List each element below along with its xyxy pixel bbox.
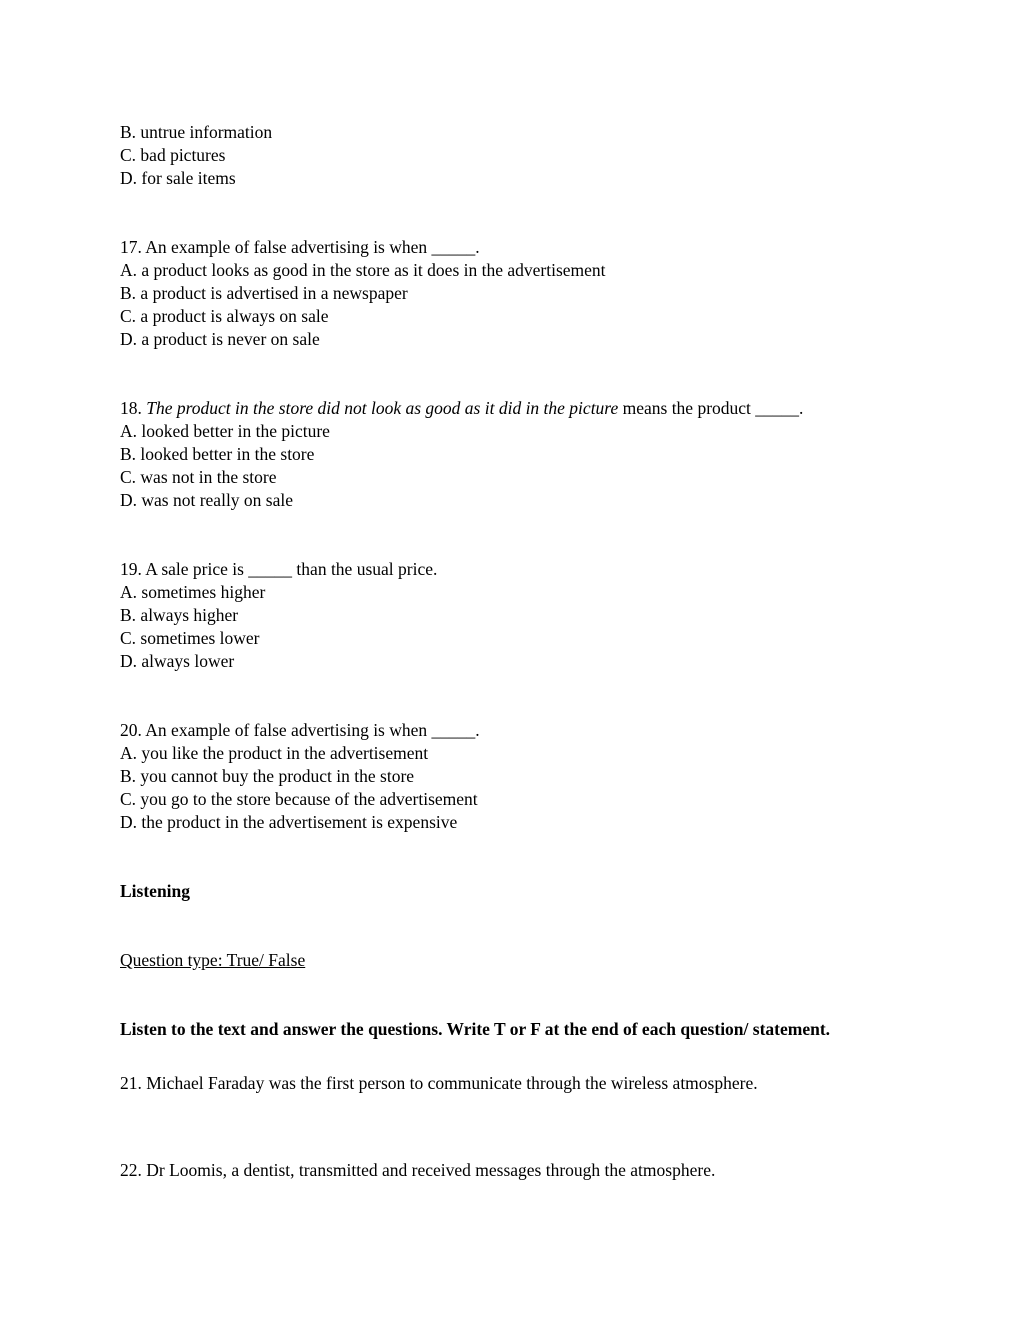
question-18 bbox=[120, 397, 870, 512]
tf-question-21: 21. Michael Faraday was the first person to communicate through the wireless atmosphere. bbox=[120, 1073, 758, 1093]
option-line: B. always higher bbox=[120, 605, 239, 625]
option-line: D. was not really on sale bbox=[120, 490, 294, 510]
option-line: A. looked better in the picture bbox=[120, 421, 330, 441]
option-line: C. sometimes lower bbox=[120, 628, 260, 648]
option-line: B. you cannot buy the product in the store bbox=[120, 766, 415, 786]
tf-question-22: 22. Dr Loomis, a dentist, transmitted and received messages through the atmosphere. bbox=[120, 1160, 716, 1180]
question-19 bbox=[120, 558, 870, 673]
option-line: D. the product in the advertisement is expensive bbox=[120, 812, 458, 832]
option-line: D. always lower bbox=[120, 651, 235, 671]
question-stem-italic: The product in the store did not look as good as it did in the picture bbox=[146, 398, 619, 418]
option-line: B. looked better in the store bbox=[120, 444, 315, 464]
option-line: B. untrue information bbox=[120, 122, 273, 142]
question-stem: 17. An example of false advertising is when _____. bbox=[120, 237, 480, 257]
option-line: D. for sale items bbox=[120, 168, 236, 188]
intro-options-block bbox=[120, 121, 870, 190]
question-20 bbox=[120, 719, 870, 834]
question-stem-rest: means the product _____. bbox=[618, 398, 804, 418]
option-line: C. was not in the store bbox=[120, 467, 277, 487]
option-line: C. bad pictures bbox=[120, 145, 226, 165]
question-number: 18. bbox=[120, 398, 147, 418]
question-type-label: Question type: True/ False bbox=[120, 950, 306, 970]
document-content bbox=[120, 121, 870, 1246]
option-line: C. you go to the store because of the advertisement bbox=[120, 789, 478, 809]
question-stem: 19. A sale price is _____ than the usual price. bbox=[120, 559, 438, 579]
option-line: B. a product is advertised in a newspaper bbox=[120, 283, 408, 303]
option-line: A. sometimes higher bbox=[120, 582, 266, 602]
option-line: A. a product looks as good in the store as it does in the advertisement bbox=[120, 260, 606, 280]
option-line: D. a product is never on sale bbox=[120, 329, 320, 349]
question-stem bbox=[120, 397, 870, 420]
listening-instructions: Listen to the text and answer the questions. Write T or F at the end of each question/ statement. bbox=[120, 1019, 831, 1039]
question-17 bbox=[120, 236, 870, 351]
option-line: C. a product is always on sale bbox=[120, 306, 329, 326]
option-line: A. you like the product in the advertisement bbox=[120, 743, 429, 763]
listening-section-heading: Listening bbox=[120, 881, 191, 901]
question-stem: 20. An example of false advertising is when _____. bbox=[120, 720, 480, 740]
